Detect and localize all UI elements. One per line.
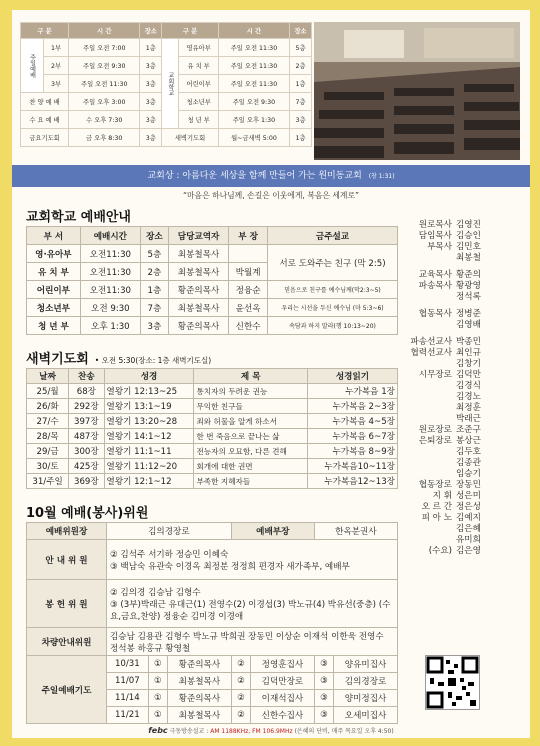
sermon-title: 전능자의 오묘함, 다른 견해 bbox=[194, 444, 308, 459]
motto-text: 아름다운 세상을 함께 만들어 가는 원미동교회 bbox=[182, 171, 362, 181]
service-number: ① bbox=[148, 673, 167, 690]
prayer-leader: 황준의목사 bbox=[168, 690, 232, 707]
column-header: 장소 bbox=[140, 227, 168, 245]
service-time: 주일 오전 11:30 bbox=[218, 75, 289, 93]
service-place: 3층 bbox=[140, 75, 162, 93]
bible-reading: 누가복음 8~9장 bbox=[307, 444, 397, 459]
roster-name: 박래근 bbox=[456, 414, 481, 424]
roster-row bbox=[404, 309, 522, 320]
prayer-date: 10/31 bbox=[107, 656, 149, 673]
roster-row bbox=[404, 535, 522, 546]
roster-role bbox=[404, 469, 456, 480]
place: 5층 bbox=[140, 245, 168, 263]
roster-role: 은퇴장로 bbox=[418, 436, 452, 446]
roster-name: 박종민 bbox=[456, 337, 481, 347]
prayer-leader: 황준의목사 bbox=[168, 656, 232, 673]
table-row bbox=[27, 317, 398, 335]
roster-name: 김영진 bbox=[456, 220, 481, 230]
roster-role: 원로목사 bbox=[418, 220, 452, 230]
service-time: 금 오후 8:30 bbox=[69, 129, 140, 147]
motto-label: 교회상 : bbox=[147, 171, 180, 181]
date: 28/목 bbox=[27, 429, 69, 444]
scripture: 열왕기 13:20~28 bbox=[104, 414, 194, 429]
roster-name: 김종관 bbox=[456, 458, 481, 468]
date: 26/화 bbox=[27, 399, 69, 414]
vice-label: 예배부장 bbox=[231, 523, 314, 540]
roster-role bbox=[404, 458, 456, 469]
table-row bbox=[27, 384, 398, 399]
roster-row bbox=[404, 502, 522, 513]
roster-row bbox=[404, 392, 522, 403]
roster-name: 장동민 bbox=[456, 480, 481, 490]
roster-role: 피 아 노 bbox=[421, 513, 452, 523]
service-name: 청소년부 bbox=[179, 93, 218, 111]
service-name: 유 치 부 bbox=[179, 57, 218, 75]
roster-name: 김창기 bbox=[456, 359, 481, 369]
usher-label: 안 내 위 원 bbox=[27, 540, 107, 580]
service-place: 7층 bbox=[290, 93, 312, 111]
table-row bbox=[27, 429, 398, 444]
footer-label: 극동방송설교 : bbox=[169, 728, 209, 735]
service-number: ③ bbox=[314, 656, 333, 673]
roster-row bbox=[404, 491, 522, 502]
worship-time: 오전11:30 bbox=[80, 263, 140, 281]
service-time: 주일 오전 9:30 bbox=[218, 93, 289, 111]
scripture: 열왕기 12:1~12 bbox=[104, 474, 194, 489]
roster-row bbox=[404, 253, 522, 264]
roster-name: 황준의 bbox=[456, 270, 481, 280]
roster-role: 원로장로 bbox=[418, 425, 452, 435]
roster-row bbox=[404, 458, 522, 469]
roster-name: 황광영 bbox=[456, 281, 481, 291]
table-row bbox=[27, 459, 398, 474]
roster-row bbox=[404, 546, 522, 557]
service-name: 금요기도회 bbox=[21, 129, 69, 147]
sanctuary-photo bbox=[314, 22, 520, 160]
roster-name: 임승기 bbox=[456, 469, 481, 479]
roster-role: (수요) bbox=[428, 546, 452, 556]
header-place-2: 장소 bbox=[290, 23, 312, 39]
prayer-label: 주일예배기도 bbox=[27, 656, 107, 724]
prayer-leader: 최봉철목사 bbox=[168, 707, 232, 724]
offer-label: 봉 헌 위 원 bbox=[27, 580, 107, 628]
prayer-date: 11/14 bbox=[107, 690, 149, 707]
roster-row bbox=[404, 348, 522, 359]
service-number: ① bbox=[148, 690, 167, 707]
column-header: 부 서 bbox=[27, 227, 81, 245]
service-time: 주일 오전 7:00 bbox=[69, 39, 140, 57]
roster-row bbox=[404, 480, 522, 491]
roster-role: 파송선교사 bbox=[410, 337, 452, 347]
dawn-prayer-table bbox=[26, 368, 398, 489]
roster-role bbox=[404, 292, 456, 303]
service-time: 주일 오전 9:30 bbox=[69, 57, 140, 75]
church-slogan: “마음은 하나님께, 손길은 이웃에게, 복음은 세계로” bbox=[182, 191, 360, 200]
header-division: 구 분 bbox=[21, 23, 69, 39]
radio-footer bbox=[12, 724, 530, 738]
hymn: 369장 bbox=[69, 474, 104, 489]
bible-reading: 누가복음 2~3장 bbox=[307, 399, 397, 414]
roster-name: 김예지 bbox=[456, 513, 481, 523]
service-number: ② bbox=[231, 656, 250, 673]
roster-row bbox=[404, 231, 522, 242]
parking-names: 김승남 김용관 김형수 박노규 박희권 장동민 이상순 이재석 이한욱 전영수 정석봉 하홍규 황영철 bbox=[107, 628, 398, 656]
roster-row bbox=[404, 403, 522, 414]
prayer-leader: 김덕만장로 bbox=[251, 673, 315, 690]
roster-name: 김은영 bbox=[456, 546, 481, 556]
febc-logo: febc bbox=[148, 726, 168, 735]
roster-row bbox=[404, 320, 522, 331]
roster-row bbox=[404, 524, 522, 535]
header-division-2: 구 분 bbox=[162, 23, 219, 39]
bible-reading: 누가복음 1장 bbox=[307, 384, 397, 399]
place: 1층 bbox=[140, 281, 168, 299]
scripture: 열왕기 13:1~19 bbox=[104, 399, 194, 414]
roster-role bbox=[404, 253, 456, 264]
table-row bbox=[27, 444, 398, 459]
roster-role bbox=[404, 447, 456, 458]
worship-time: 오전 9:30 bbox=[80, 299, 140, 317]
pastor: 황준의목사 bbox=[168, 317, 228, 335]
roster-role bbox=[404, 392, 456, 403]
roster-name: 최정훈 bbox=[456, 403, 481, 413]
roster-row bbox=[404, 381, 522, 392]
column-header: 제 목 bbox=[194, 369, 308, 384]
pastor: 최봉철목사 bbox=[168, 263, 228, 281]
service-time: 주일 오후 1:30 bbox=[218, 111, 289, 129]
qr-code[interactable] bbox=[425, 655, 480, 710]
roster-role bbox=[404, 381, 456, 392]
parking-label: 차량안내위원 bbox=[27, 628, 107, 656]
service-place: 3층 bbox=[140, 57, 162, 75]
table-row bbox=[27, 414, 398, 429]
staff-roster bbox=[404, 220, 522, 557]
roster-role bbox=[404, 403, 456, 414]
motto-ref: (창 1:31) bbox=[368, 173, 395, 180]
hymn: 397장 bbox=[69, 414, 104, 429]
roster-name: 봉상근 bbox=[456, 436, 481, 446]
roster-name: 김경노 bbox=[456, 392, 481, 402]
service-place: 3층 bbox=[290, 111, 312, 129]
service-place: 3층 bbox=[140, 93, 162, 111]
service-place: 3층 bbox=[140, 129, 162, 147]
column-header: 담당교역자 bbox=[168, 227, 228, 245]
roster-role bbox=[404, 359, 456, 370]
roster-row bbox=[404, 447, 522, 458]
date: 29/금 bbox=[27, 444, 69, 459]
roster-name: 조준구 bbox=[456, 425, 481, 435]
prayer-leader: 최봉철목사 bbox=[168, 673, 232, 690]
worship-time: 오전11:30 bbox=[80, 245, 140, 263]
table-row bbox=[27, 299, 398, 317]
roster-row bbox=[404, 436, 522, 447]
church-motto-banner bbox=[12, 165, 530, 187]
roster-role: 시무장로 bbox=[418, 370, 452, 380]
sermon: 속담과 하지 말라(행 10:13~20) bbox=[268, 317, 398, 335]
roster-role: 부목사 bbox=[427, 242, 452, 252]
service-group-label: 주일예배 bbox=[21, 39, 44, 93]
prayer-leader: 양유미집사 bbox=[334, 656, 398, 673]
pastor: 최봉철목사 bbox=[168, 245, 228, 263]
dept-name: 청소년부 bbox=[27, 299, 81, 317]
worship-time: 오후 1:30 bbox=[80, 317, 140, 335]
scripture: 열왕기 11:12~20 bbox=[104, 459, 194, 474]
school-group-label: 교회학교 bbox=[162, 39, 179, 129]
roster-row bbox=[404, 414, 522, 425]
service-number: ③ bbox=[314, 690, 333, 707]
roster-name: 김민호 bbox=[456, 242, 481, 252]
duty-table bbox=[26, 522, 398, 724]
date: 25/월 bbox=[27, 384, 69, 399]
column-header: 성경 bbox=[104, 369, 194, 384]
school-table bbox=[26, 226, 398, 335]
service-place: 1층 bbox=[140, 39, 162, 57]
service-name: 1부 bbox=[43, 39, 68, 57]
bulletin-page bbox=[12, 10, 530, 738]
dawn-note: • 오전 5:30(장소: 1층 새벽기도실) bbox=[94, 356, 212, 365]
dept-head: 윤선옥 bbox=[229, 299, 268, 317]
roster-row bbox=[404, 270, 522, 281]
roster-row bbox=[404, 242, 522, 253]
column-header: 날짜 bbox=[27, 369, 69, 384]
roster-role bbox=[404, 414, 456, 425]
usher-names bbox=[107, 540, 398, 580]
roster-role bbox=[404, 320, 456, 331]
column-header: 부 장 bbox=[229, 227, 268, 245]
service-row bbox=[21, 39, 312, 57]
dept-head: 정융순 bbox=[229, 281, 268, 299]
dawn-title: 새벽기도회 bbox=[26, 352, 89, 367]
place: 7층 bbox=[140, 299, 168, 317]
duty-section-title: 10월 예배(봉사)위원 bbox=[26, 506, 149, 521]
roster-name: 김덕만 bbox=[456, 370, 481, 380]
bible-reading: 누가복음12~13장 bbox=[307, 474, 397, 489]
place: 2층 bbox=[140, 263, 168, 281]
school-section-title: 교회학교 예배안내 bbox=[26, 210, 131, 225]
offer-line: ③ (3부)박래근 유대근(1) 전영수(2) 이경섭(3) 박노규(4) 박유선(중층) (수요,금요,찬양) 정융순 김미경 이경애 bbox=[110, 599, 391, 622]
bible-reading: 누가복음 6~7장 bbox=[307, 429, 397, 444]
service-time: 월~금새벽 5:00 bbox=[218, 129, 289, 147]
roster-role: 지 휘 bbox=[432, 491, 452, 501]
service-name: 새벽기도회 bbox=[162, 129, 219, 147]
chief-label: 예배위원장 bbox=[27, 523, 107, 540]
table-row bbox=[27, 474, 398, 489]
roster-row bbox=[404, 292, 522, 303]
roster-row bbox=[404, 370, 522, 381]
roster-row bbox=[404, 220, 522, 231]
service-name: 2부 bbox=[43, 57, 68, 75]
prayer-row bbox=[27, 656, 398, 673]
worship-time: 오전11:30 bbox=[80, 281, 140, 299]
hymn: 292장 bbox=[69, 399, 104, 414]
service-name: 청 년 부 bbox=[179, 111, 218, 129]
sermon-title: 한 번 죽음으로 끝나는 삶 bbox=[194, 429, 308, 444]
service-place: 3층 bbox=[140, 111, 162, 129]
dept-name: 영·유아부 bbox=[27, 245, 81, 263]
column-header: 성경읽기 bbox=[307, 369, 397, 384]
sermon: 서로 도와주는 친구 (막 2:5) bbox=[268, 245, 398, 281]
service-place: 1층 bbox=[290, 75, 312, 93]
service-name: 영유아부 bbox=[179, 39, 218, 57]
header-time-2: 시 간 bbox=[218, 23, 289, 39]
prayer-leader: 양미정집사 bbox=[334, 690, 398, 707]
bible-reading: 누가복음10~11장 bbox=[307, 459, 397, 474]
service-number: ② bbox=[231, 707, 250, 724]
roster-role: 담임목사 bbox=[418, 231, 452, 241]
dept-head: 신한수 bbox=[229, 317, 268, 335]
service-time: 주일 오전 11:30 bbox=[218, 39, 289, 57]
service-number: ③ bbox=[314, 673, 333, 690]
service-number: ③ bbox=[314, 707, 333, 724]
roster-name: 정은성 bbox=[456, 502, 481, 512]
prayer-leader: 이재석집사 bbox=[251, 690, 315, 707]
dept-head: 박월계 bbox=[229, 263, 268, 281]
prayer-date: 11/07 bbox=[107, 673, 149, 690]
column-header: 예배시간 bbox=[80, 227, 140, 245]
date: 27/수 bbox=[27, 414, 69, 429]
scripture: 열왕기 12:13~25 bbox=[104, 384, 194, 399]
sermon-title: 통치자의 두려운 권능 bbox=[194, 384, 308, 399]
service-place: 2층 bbox=[290, 57, 312, 75]
roster-name: 최봉철 bbox=[456, 253, 481, 263]
service-time: 주일 오전 11:30 bbox=[218, 57, 289, 75]
table-row bbox=[27, 281, 398, 299]
prayer-leader: 김의경장로 bbox=[334, 673, 398, 690]
roster-role: 협력선교사 bbox=[410, 348, 452, 358]
footer-time: (은혜의 단비, 매주 목요일 오후 4:50) bbox=[294, 728, 394, 735]
dept-name: 청 년 부 bbox=[27, 317, 81, 335]
vice-name: 한옥분권사 bbox=[314, 523, 397, 540]
header-place: 장소 bbox=[140, 23, 162, 39]
service-number: ① bbox=[148, 707, 167, 724]
service-place: 1층 bbox=[290, 129, 312, 147]
dept-head bbox=[229, 245, 268, 263]
roster-role bbox=[404, 524, 456, 535]
roster-name: 김영배 bbox=[456, 320, 481, 330]
hymn: 300장 bbox=[69, 444, 104, 459]
roster-name: 김은혜 bbox=[456, 524, 481, 534]
prayer-leader: 정영훈집사 bbox=[251, 656, 315, 673]
column-header: 찬송 bbox=[69, 369, 104, 384]
service-name: 어린이부 bbox=[179, 75, 218, 93]
roster-name: 성은미 bbox=[456, 491, 481, 501]
sermon-title: 회개에 대한 권면 bbox=[194, 459, 308, 474]
roster-role bbox=[404, 535, 456, 546]
sermon-title: 무익한 친구들 bbox=[194, 399, 308, 414]
date: 31/주일 bbox=[27, 474, 69, 489]
service-schedule-table bbox=[20, 22, 312, 147]
service-number: ② bbox=[231, 673, 250, 690]
service-name: 찬 양 예 배 bbox=[21, 93, 69, 111]
date: 30/토 bbox=[27, 459, 69, 474]
service-row bbox=[21, 129, 312, 147]
roster-row bbox=[404, 425, 522, 436]
roster-name: 유미희 bbox=[456, 535, 481, 545]
sermon: 믿음으로 친구를 예수님께(막2:3~5) bbox=[268, 281, 398, 299]
hymn: 68장 bbox=[69, 384, 104, 399]
service-name: 3부 bbox=[43, 75, 68, 93]
sermon-title: 부족한 지혜자들 bbox=[194, 474, 308, 489]
pastor: 최봉철목사 bbox=[168, 299, 228, 317]
roster-name: 김두호 bbox=[456, 447, 481, 457]
scripture: 열왕기 14:1~12 bbox=[104, 429, 194, 444]
roster-row bbox=[404, 359, 522, 370]
table-row bbox=[27, 245, 398, 263]
prayer-leader: 신한수집사 bbox=[251, 707, 315, 724]
service-name: 수 요 예 배 bbox=[21, 111, 69, 129]
roster-name: 정석록 bbox=[456, 292, 481, 302]
roster-role: 협동장로 bbox=[418, 480, 452, 490]
bible-reading: 누가복음 4~5장 bbox=[307, 414, 397, 429]
roster-name: 정병준 bbox=[456, 309, 481, 319]
table-row bbox=[27, 399, 398, 414]
scripture: 열왕기 11:1~11 bbox=[104, 444, 194, 459]
roster-row bbox=[404, 513, 522, 524]
prayer-date: 11/21 bbox=[107, 707, 149, 724]
service-time: 수 오후 7:30 bbox=[69, 111, 140, 129]
header-time: 시 간 bbox=[69, 23, 140, 39]
roster-row bbox=[404, 281, 522, 292]
roster-name: 김경식 bbox=[456, 381, 481, 391]
sermon-title: 죄와 허물을 알게 하소서 bbox=[194, 414, 308, 429]
dept-name: 어린이부 bbox=[27, 281, 81, 299]
roster-role: 협동목사 bbox=[418, 309, 452, 319]
sermon: 우리는 시선을 두신 예수님 (마 5:3~6) bbox=[268, 299, 398, 317]
service-time: 주일 오전 11:30 bbox=[69, 75, 140, 93]
footer-frequency: AM 1188KHz, FM 106.9MHz bbox=[210, 728, 293, 735]
service-number: ② bbox=[231, 690, 250, 707]
offer-line: ② 김의경 김승남 김형수 bbox=[110, 587, 201, 598]
roster-role: 오 르 간 bbox=[421, 502, 452, 512]
hymn: 425장 bbox=[69, 459, 104, 474]
service-place: 5층 bbox=[290, 39, 312, 57]
place: 3층 bbox=[140, 317, 168, 335]
roster-role: 교육목사 bbox=[418, 270, 452, 280]
roster-role: 파송목사 bbox=[418, 281, 452, 291]
service-time: 주일 오후 3:00 bbox=[69, 93, 140, 111]
chief-name: 김의경장로 bbox=[107, 523, 232, 540]
usher-line: ② 김석주 서기하 정승민 이혜숙 bbox=[110, 549, 229, 560]
roster-row bbox=[404, 469, 522, 480]
service-number: ① bbox=[148, 656, 167, 673]
roster-name: 김승인 bbox=[456, 231, 481, 241]
prayer-leader: 오세미집사 bbox=[334, 707, 398, 724]
usher-line: ③ 백남숙 유관숙 이경옥 최정분 정정희 편경자 새가족부, 예배부 bbox=[110, 561, 350, 572]
roster-row bbox=[404, 337, 522, 348]
pastor: 황준의목사 bbox=[168, 281, 228, 299]
column-header: 금주설교 bbox=[268, 227, 398, 245]
dawn-section-title bbox=[26, 348, 211, 367]
hymn: 487장 bbox=[69, 429, 104, 444]
roster-name: 최인규 bbox=[456, 348, 481, 358]
dept-name: 유 치 부 bbox=[27, 263, 81, 281]
offer-names bbox=[107, 580, 398, 628]
